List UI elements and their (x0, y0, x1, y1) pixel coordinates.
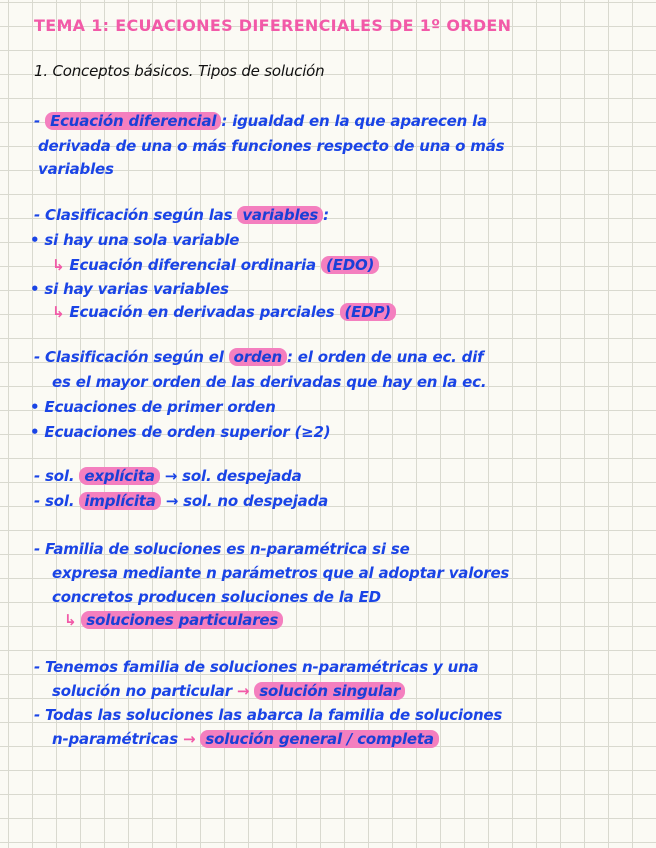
clas-var-suffix: : (323, 206, 329, 224)
clas-ord-suffix: : el orden de una ec. dif (286, 348, 484, 366)
page-title: TEMA 1: ECUACIONES DIFERENCIALES DE 1º ORDEN (34, 16, 512, 35)
definition-line-3: variables (38, 160, 114, 178)
singular-line-2 (52, 682, 405, 700)
classification-variables (34, 206, 329, 224)
highlight-solucion-general: solución general / completa (200, 730, 438, 748)
bullet-one-variable: • si hay una sola variable (30, 231, 240, 249)
particular-solutions-line (64, 611, 283, 629)
arrow-edp-line (52, 303, 396, 321)
highlight-explicita: explícita (79, 467, 159, 485)
bullet-higher-order: • Ecuaciones de orden superior (≥2) (30, 423, 331, 441)
general-line-1: - Todas las soluciones las abarca la familia de soluciones (34, 706, 503, 724)
family-line-2: expresa mediante n parámetros que al adoptar valores (52, 564, 510, 582)
edp-text: Ecuación en derivadas parciales (64, 303, 340, 321)
dash: - (34, 112, 46, 130)
explicit-solution-line (34, 467, 302, 485)
highlight-edp: (EDP) (340, 303, 396, 321)
arrow-icon: → (182, 730, 196, 748)
clas-var-prefix: - Clasificación según las (34, 206, 238, 224)
highlight-ecuacion-diferencial: Ecuación diferencial (45, 112, 221, 130)
general-line-2 (52, 730, 439, 748)
general-text: n-paramétricas (52, 730, 183, 748)
family-line-3: concretos producen soluciones de la ED (52, 588, 381, 606)
family-line-1: - Familia de soluciones es n-paramétrica si se (34, 540, 410, 558)
highlight-soluciones-particulares: soluciones particulares (81, 611, 283, 629)
arrow-icon: → (236, 682, 250, 700)
highlight-implicita: implícita (79, 492, 160, 510)
classification-order (34, 348, 483, 366)
singular-line-1: - Tenemos familia de soluciones n-paramétricas y una (34, 658, 479, 676)
sol-prefix: - sol. (34, 467, 80, 485)
highlight-variables: variables (237, 206, 323, 224)
bullet-first-order: • Ecuaciones de primer orden (30, 398, 276, 416)
definition-line-2: derivada de una o más funciones respecto de una o más (38, 137, 505, 155)
highlight-solucion-singular: solución singular (254, 682, 405, 700)
highlight-orden: orden (229, 348, 287, 366)
section-heading: 1. Conceptos básicos. Tipos de solución (34, 62, 325, 80)
highlight-edo: (EDO) (321, 256, 379, 274)
singular-text: solución no particular (52, 682, 237, 700)
arrow-edo-line (52, 256, 379, 274)
sol-suffix: → sol. despejada (159, 467, 302, 485)
arrow-icon: ↳ (52, 303, 65, 321)
sol-suffix: → sol. no despejada (160, 492, 329, 510)
bullet-several-variables: • si hay varias variables (30, 280, 229, 298)
arrow-icon: ↳ (52, 256, 65, 274)
definition-line-1 (34, 112, 487, 130)
implicit-solution-line (34, 492, 328, 510)
edo-text: Ecuación diferencial ordinaria (64, 256, 321, 274)
definition-text: : igualdad en la que aparecen la (221, 112, 487, 130)
sol-prefix: - sol. (34, 492, 80, 510)
arrow-icon: ↳ (64, 611, 77, 629)
order-line-2: es el mayor orden de las derivadas que hay en la ec. (52, 373, 487, 391)
clas-ord-prefix: - Clasificación según el (34, 348, 229, 366)
